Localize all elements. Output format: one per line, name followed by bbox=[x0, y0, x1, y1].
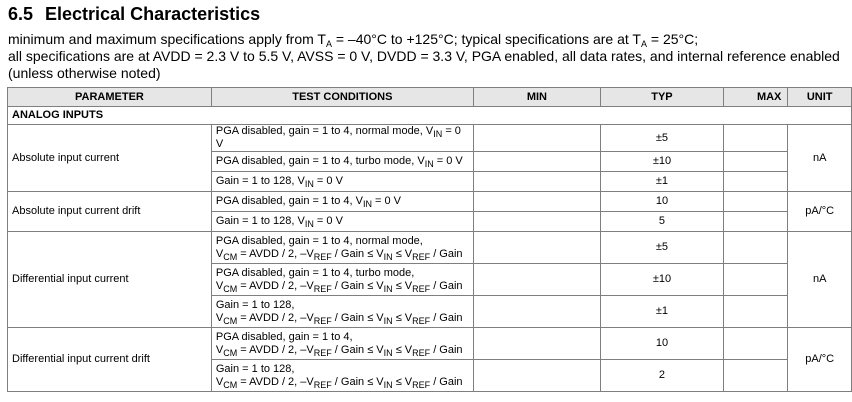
max-cell bbox=[723, 152, 788, 172]
unit-cell: nA bbox=[788, 125, 852, 192]
table-row bbox=[8, 125, 852, 152]
max-cell bbox=[723, 232, 788, 264]
min-cell bbox=[473, 232, 600, 264]
test-condition: PGA disabled, gain = 1 to 4, $V_{IN} = 0$ V bbox=[211, 192, 473, 212]
header-unit: UNIT bbox=[788, 88, 852, 107]
test-condition: PGA disabled, gain = 1 to 4, normal mode, $V_{CM}$ = AVDD / 2, $-V_{REF}$ / Gain ≤ $V_{IN} \le V_{REF}$ / Gain bbox=[211, 232, 473, 264]
section-number: 6.5 bbox=[8, 4, 34, 24]
section-heading bbox=[8, 3, 260, 25]
min-cell bbox=[473, 360, 600, 392]
param-differential-input-current: Differential input current bbox=[8, 232, 212, 328]
max-cell bbox=[723, 328, 788, 360]
typ-value: ±10 bbox=[601, 264, 724, 296]
max-cell bbox=[723, 125, 788, 152]
header-test-conditions: TEST CONDITIONS bbox=[211, 88, 473, 107]
max-cell bbox=[723, 360, 788, 392]
max-cell bbox=[723, 212, 788, 232]
test-condition: PGA disabled, gain = 1 to 4, turbo mode, $V_{IN} = 0$ V bbox=[211, 152, 473, 172]
test-condition: Gain = 1 to 128, $V_{CM}$ = AVDD / 2, $-V_{REF}$ / Gain ≤ $V_{IN} \le V_{REF}$ / Gain bbox=[211, 360, 473, 392]
min-cell bbox=[473, 152, 600, 172]
group-row bbox=[8, 107, 852, 125]
table-row bbox=[8, 232, 852, 264]
unit-cell: pA/°C bbox=[788, 328, 852, 392]
min-cell bbox=[473, 172, 600, 192]
min-cell bbox=[473, 125, 600, 152]
typ-value: ±1 bbox=[601, 296, 724, 328]
typ-value: 5 bbox=[601, 212, 724, 232]
param-absolute-input-current-drift: Absolute input current drift bbox=[8, 192, 212, 232]
unit-cell: nA bbox=[788, 232, 852, 328]
typ-value: 10 bbox=[601, 328, 724, 360]
typ-value: 2 bbox=[601, 360, 724, 392]
test-condition: Gain = 1 to 128, $V_{IN} = 0$ V bbox=[211, 172, 473, 192]
intro-line-1: minimum and maximum specifications apply from $T_A = -40^\circ C$ to +125°C; typical specifications are at $T_A = 25^\circ C$; bbox=[8, 31, 699, 49]
max-cell bbox=[723, 296, 788, 328]
test-condition: Gain = 1 to 128, $V_{CM}$ = AVDD / 2, $-V_{REF}$ / Gain ≤ $V_{IN} \le V_{REF}$ / Gain bbox=[211, 296, 473, 328]
intro-text bbox=[8, 31, 844, 82]
typ-value: ±1 bbox=[601, 172, 724, 192]
group-analog-inputs: ANALOG INPUTS bbox=[8, 107, 852, 125]
header-max: MAX bbox=[723, 88, 788, 107]
intro-line-2: all specifications are at AVDD = 2.3 V to 5.5 V, AVSS = 0 V, DVDD = 3.3 V, PGA enabled, all data rates, and internal reference enabled (unless otherwise noted) bbox=[8, 48, 840, 81]
param-absolute-input-current: Absolute input current bbox=[8, 125, 212, 192]
test-condition: PGA disabled, gain = 1 to 4, $V_{CM}$ = AVDD / 2, $-V_{REF}$ / Gain ≤ $V_{IN} \le V_{REF}$ / Gain bbox=[211, 328, 473, 360]
electrical-characteristics-table bbox=[7, 87, 852, 392]
typ-value: ±10 bbox=[601, 152, 724, 172]
max-cell bbox=[723, 264, 788, 296]
table-row bbox=[8, 328, 852, 360]
max-cell bbox=[723, 172, 788, 192]
min-cell bbox=[473, 328, 600, 360]
header-typ: TYP bbox=[601, 88, 724, 107]
typ-value: ±5 bbox=[601, 232, 724, 264]
min-cell bbox=[473, 264, 600, 296]
unit-cell: pA/°C bbox=[788, 192, 852, 232]
max-cell bbox=[723, 192, 788, 212]
min-cell bbox=[473, 192, 600, 212]
test-condition: PGA disabled, gain = 1 to 4, turbo mode, $V_{CM}$ = AVDD / 2, $-V_{REF}$ / Gain ≤ $V_{IN} \le V_{REF}$ / Gain bbox=[211, 264, 473, 296]
header-parameter: PARAMETER bbox=[8, 88, 212, 107]
typ-value: 10 bbox=[601, 192, 724, 212]
min-cell bbox=[473, 212, 600, 232]
table-row bbox=[8, 192, 852, 212]
typ-value: ±5 bbox=[601, 125, 724, 152]
param-differential-input-current-drift: Differential input current drift bbox=[8, 328, 212, 392]
header-row bbox=[8, 88, 852, 107]
test-condition: PGA disabled, gain = 1 to 4, normal mode, $V_{IN} = 0$ V bbox=[211, 125, 473, 152]
test-condition: Gain = 1 to 128, $V_{IN} = 0$ V bbox=[211, 212, 473, 232]
min-cell bbox=[473, 296, 600, 328]
section-title: Electrical Characteristics bbox=[45, 4, 261, 24]
header-min: MIN bbox=[473, 88, 600, 107]
